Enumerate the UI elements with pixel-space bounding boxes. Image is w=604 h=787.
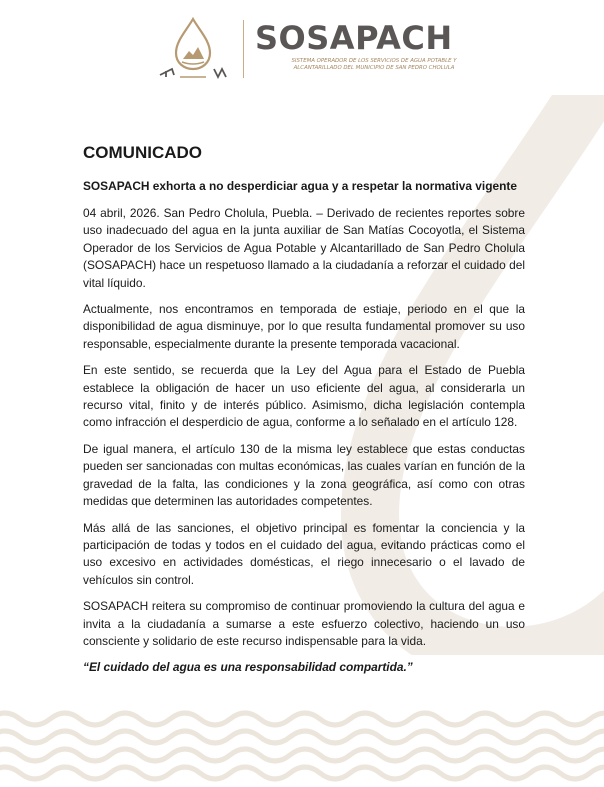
- paragraph-water-law: En este sentido, se recuerda que la Ley del Agua para el Estado de Puebla establece la obligación de hacer un uso eficiente del agua, al considerarla un recurso vital, finito y de interés público. Asimismo, dicha legislación contempla como infracción el desperdicio de agua, conforme a lo señalado en el artículo 128.: [83, 363, 525, 430]
- brand-subtitle: SISTEMA OPERADOR DE LOS SERVICIOS DE AGUA POTABLE Y ALCANTARILLADO DEL MUNICIPIO DE SAN PEDRO CHOLULA: [291, 58, 457, 71]
- brand-name: SOSAPACH: [255, 19, 453, 57]
- wave-pattern-icon: [0, 705, 604, 787]
- letterhead: [150, 12, 470, 82]
- document-heading: COMUNICADO: [83, 143, 202, 162]
- water-drop-logo-icon: [158, 17, 228, 81]
- paragraph-dry-season: Actualmente, nos encontramos en temporada de estiaje, periodo en el que la disponibilidad de agua disminuye, por lo que resulta fundamental promover su uso responsable, especialmente durante la presente temporada vacacional.: [83, 302, 525, 351]
- paragraph-objective: Más allá de las sanciones, el objetivo principal es fomentar la conciencia y la participación de todas y todos en el cuidado del agua, evitando prácticas como el uso excesivo en actividades domésticas, el riego innecesario o el lavado de vehículos sin control.: [83, 520, 525, 587]
- communique-body: [83, 142, 525, 676]
- paragraph-commitment: SOSAPACH reitera su compromiso de continuar promoviendo la cultura del agua e invita a la ciudadanía a sumarse a este esfuerzo colectivo, haciendo un uso consciente y solidario de este recurso indispensable para la vida.: [83, 599, 525, 648]
- document-subheading: SOSAPACH exhorta a no desperdiciar agua y a respetar la normativa vigente: [83, 179, 517, 193]
- paragraph-intro: 04 abril, 2026. San Pedro Cholula, Puebla. – Derivado de recientes reportes sobre uso inadecuado del agua en la junta auxiliar de San Matías Cocoyotla, el Sistema Operador de los Servicios de Agua Potable y Alcantarillado de San Pedro Cholula (SOSAPACH) hace un respetuoso llamado a la ciudadanía a reforzar el cuidado del vital líquido.: [83, 206, 525, 290]
- paragraph-sanctions: De igual manera, el artículo 130 de la misma ley establece que estas conductas pueden ser sancionadas con multas económicas, las cuales varían en función de la gravedad de la falta, las condiciones y la zona geográfica, así como con otras medidas que determinen las autoridades competentes.: [83, 441, 525, 509]
- logo-divider: [243, 20, 244, 78]
- closing-quote: “El cuidado del agua es una responsabilidad compartida.”: [83, 660, 413, 675]
